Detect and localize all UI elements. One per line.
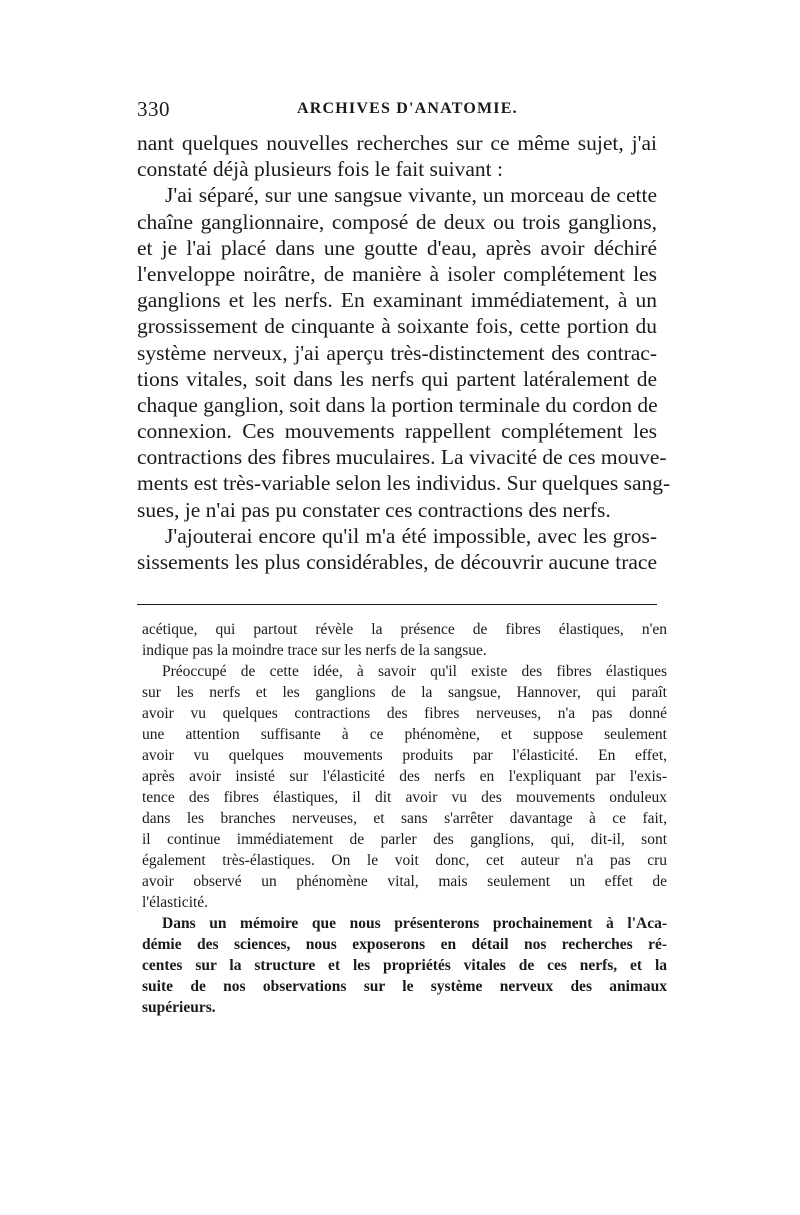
footnote-line: tence des fibres élastiques, il dit avoir vu des mouvements onduleux — [142, 789, 667, 806]
footnote-line: centes sur la structure et les propriétés vitales de ces nerfs, et la — [142, 957, 667, 974]
footnote-block — [142, 619, 667, 1018]
text-line: grossissement de cinquante à soixante fois, cette portion du — [137, 314, 657, 339]
text-line: contractions des fibres muculaires. La vivacité de ces mouve- — [137, 445, 667, 470]
footnote-line: dans les branches nerveuses, et sans s'arrêter davantage à ce fait, — [142, 810, 667, 827]
text-line: J'ajouterai encore qu'il m'a été impossible, avec les gros- — [165, 523, 657, 548]
footnote-line: après avoir insisté sur l'élasticité des nerfs en l'expliquant par l'exis- — [142, 768, 667, 785]
footnote-line: l'élasticité. — [142, 894, 209, 911]
footnote-line: une attention suffisante à ce phénomène, et suppose seulement — [142, 726, 667, 743]
text-line: nant quelques nouvelles recherches sur ce même sujet, j'ai — [137, 131, 657, 155]
text-line: tions vitales, soit dans les nerfs qui partent latéralement de — [137, 366, 657, 391]
text-line: et je l'ai placé dans une goutte d'eau, après avoir déchiré — [137, 235, 657, 260]
footnote-line: acétique, qui partout révèle la présence de fibres élastiques, n'en — [142, 621, 667, 638]
text-line: ganglions et les nerfs. En examinant immédiatement, à un — [137, 288, 657, 313]
footnote-line: suite de nos observations sur le système nerveux des animaux — [142, 978, 667, 995]
footnote-line: démie des sciences, nous exposerons en détail nos recherches ré- — [142, 936, 667, 953]
running-head: ARCHIVES D'ANATOMIE. — [297, 100, 518, 117]
text-line: sues, je n'ai pas pu constater ces contractions des nerfs. — [137, 497, 611, 522]
text-line: constaté déjà plusieurs fois le fait suivant : — [137, 157, 504, 182]
footnote-line: avoir observé un phénomène vital, mais seulement un effet de — [142, 873, 667, 890]
text-line: chaque ganglion, soit dans la portion terminale du cordon de — [137, 392, 658, 417]
text-line: connexion. Ces mouvements rappellent complétement les — [137, 419, 657, 444]
footnote-line: avoir vu quelques mouvements produits par l'élasticité. En effet, — [142, 747, 667, 764]
page-number: 330 — [137, 97, 170, 121]
footnote-line: Dans un mémoire que nous présenterons prochainement à l'Aca- — [162, 915, 667, 932]
text-line: chaîne ganglionnaire, composé de deux ou trois ganglions, — [137, 209, 657, 234]
main-text-block — [137, 130, 671, 575]
footnote-line: également très-élastiques. On le voit donc, cet auteur n'a pas cru — [142, 852, 667, 869]
footnote-line: Préoccupé de cette idée, à savoir qu'il existe des fibres élastiques — [162, 663, 667, 680]
text-line: J'ai séparé, sur une sangsue vivante, un morceau de cette — [165, 183, 657, 208]
text-line: l'enveloppe noirâtre, de manière à isoler complétement les — [137, 261, 657, 286]
footnote-line: sur les nerfs et les ganglions de la sangsue, Hannover, qui paraît — [142, 684, 667, 701]
footnote-line: avoir vu quelques contractions des fibres nerveuses, n'a pas donné — [142, 705, 667, 722]
footnote-line: il continue immédiatement de parler des ganglions, qui, dit-il, sont — [142, 831, 667, 848]
page-header — [137, 97, 657, 123]
text-line: ments est très-variable selon les individus. Sur quelques sang- — [137, 471, 671, 496]
footnote-line: supérieurs. — [142, 999, 216, 1016]
footnote-line: indique pas la moindre trace sur les nerfs de la sangsue. — [142, 642, 487, 659]
text-line: sissements les plus considérables, de découvrir aucune trace — [137, 550, 657, 574]
text-line: système nerveux, j'ai aperçu très-distinctement des contrac- — [137, 340, 657, 365]
footnote-divider — [137, 604, 657, 605]
